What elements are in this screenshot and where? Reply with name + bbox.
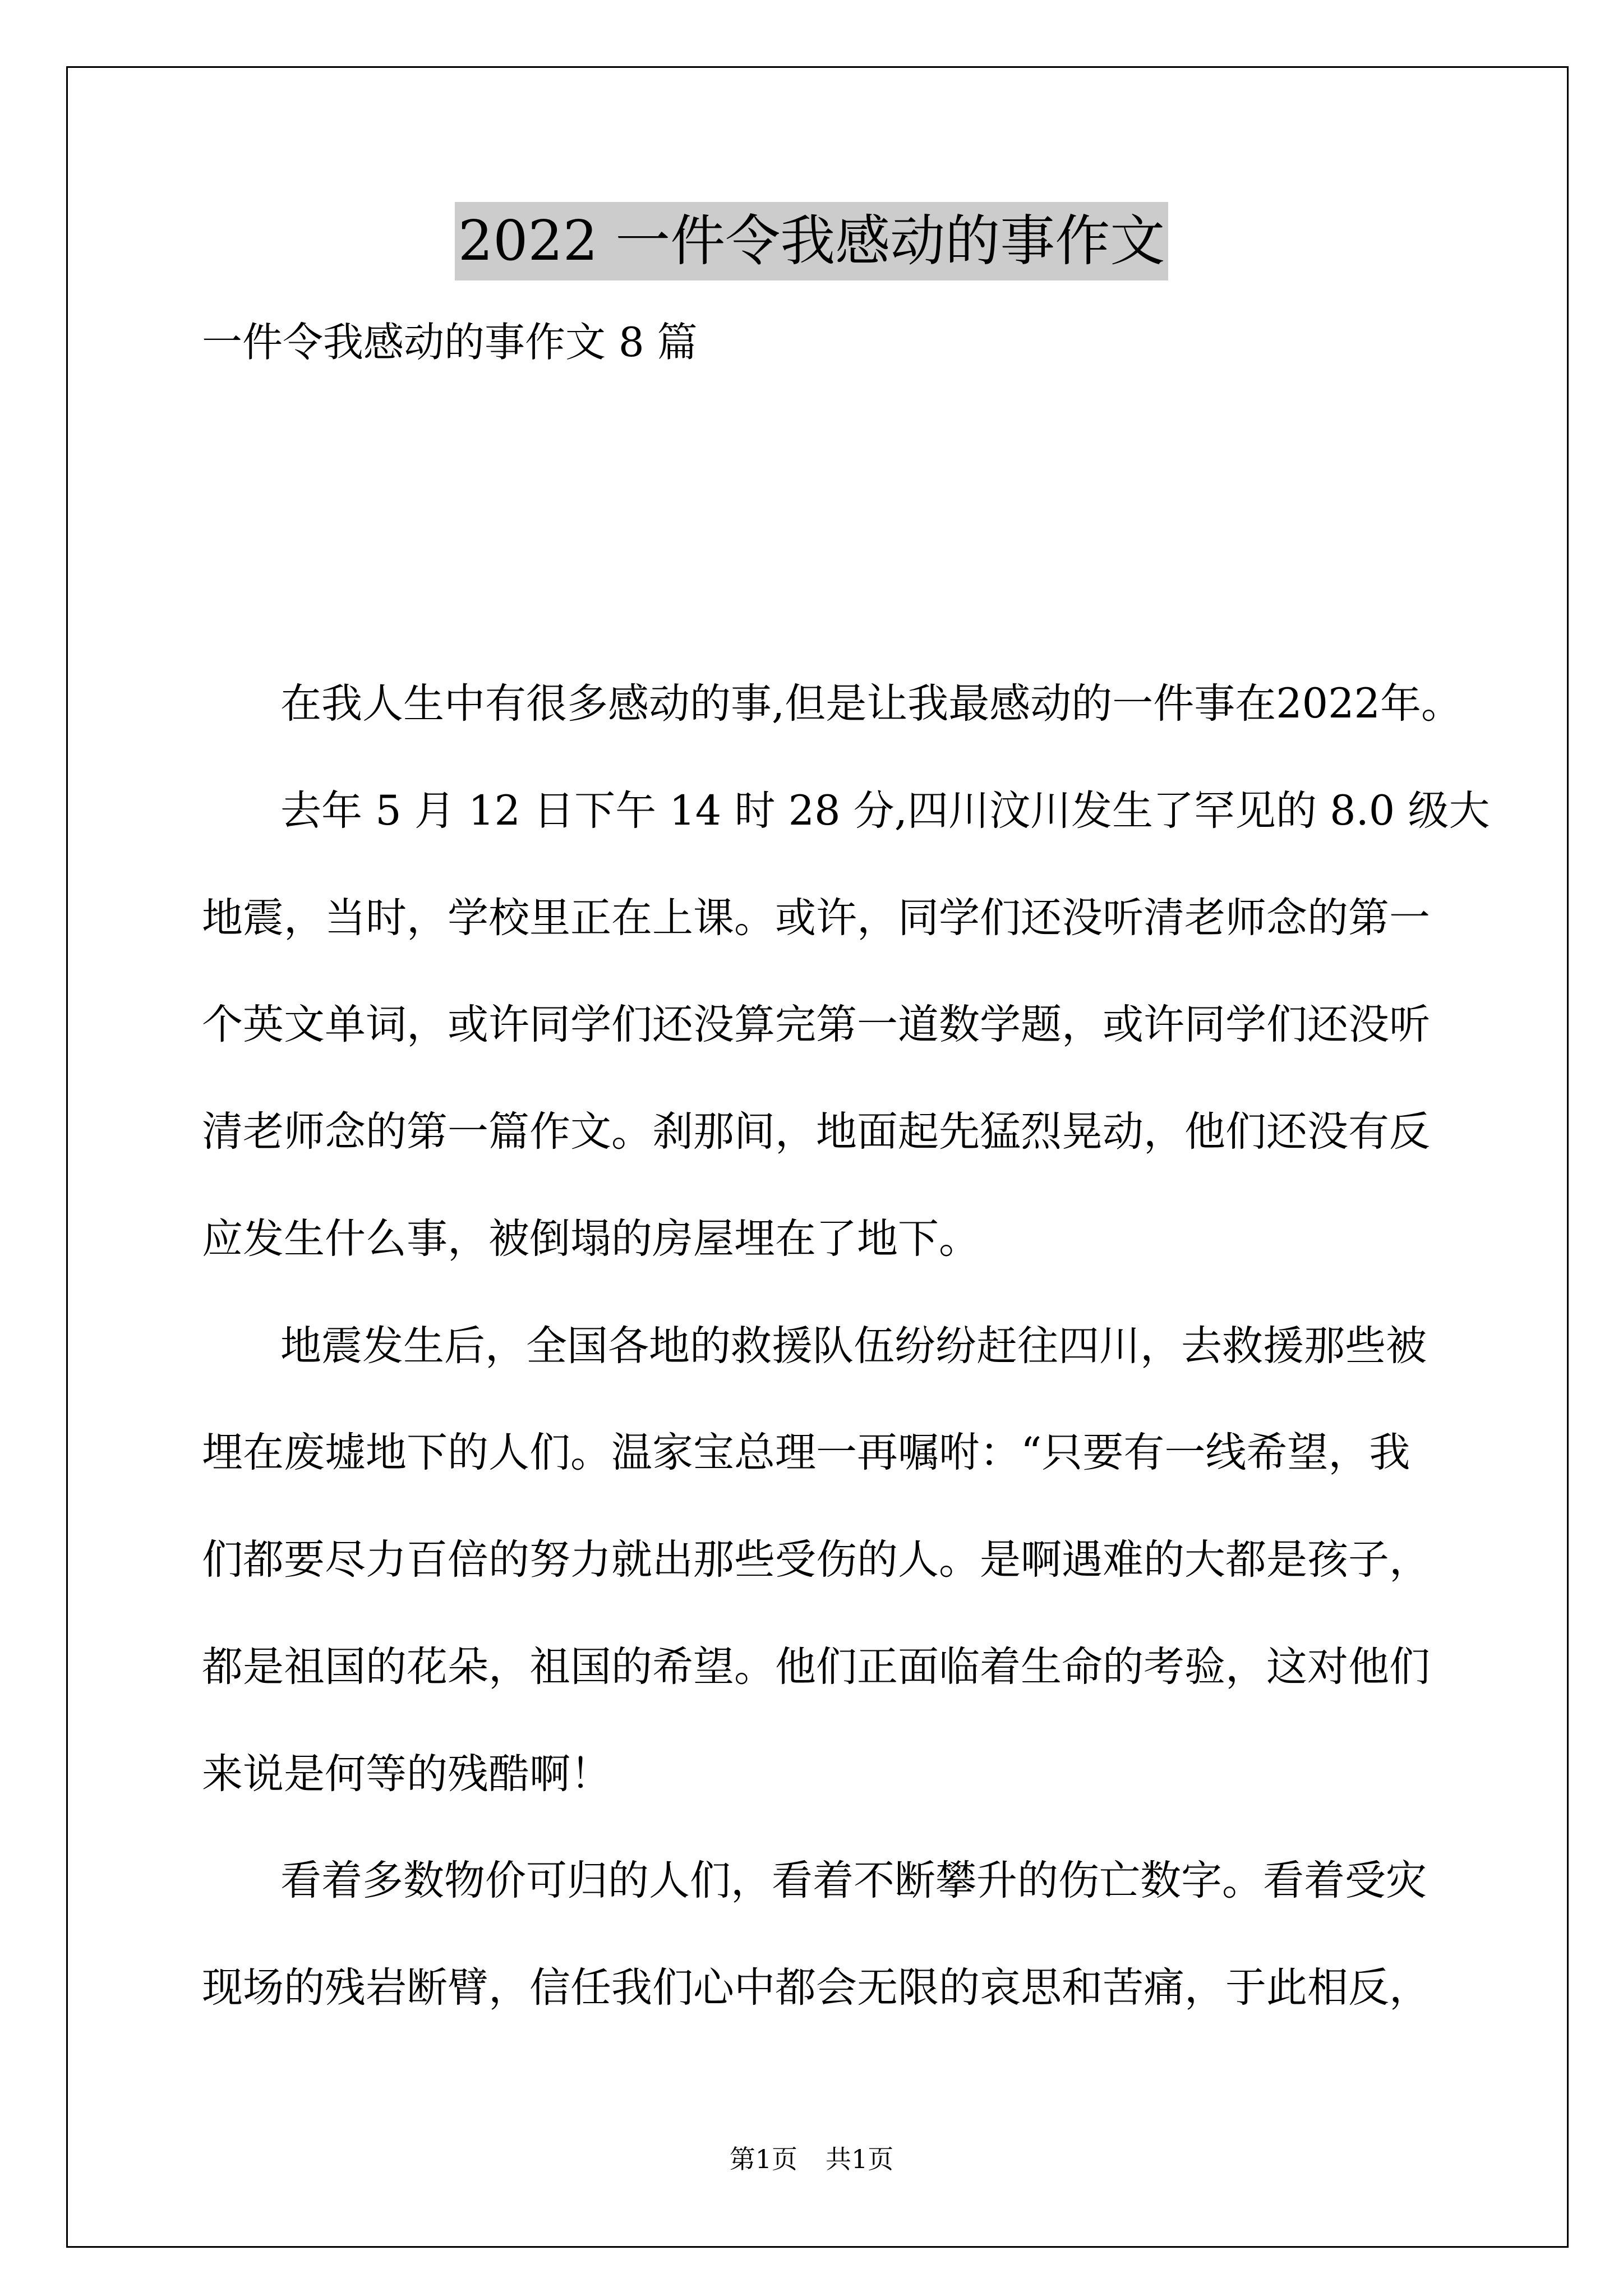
paragraph-line: 应发生什么事，被倒塌的房屋埋在了地下。 [202, 1214, 980, 1263]
document-body [202, 651, 1548, 2042]
paragraph-1 [202, 651, 1548, 758]
page-number: 第1页 [729, 2144, 797, 2174]
paragraph-line: 们都要尽力百倍的努力就出那些受伤的人。是啊遇难的大都是孩子， [202, 1536, 1430, 1584]
paragraph-line: 现场的残岩断臂，信任我们心中都会无限的哀思和苦痛，于此相反， [202, 1964, 1430, 2012]
paragraph-2 [202, 758, 1548, 1293]
paragraph-3 [202, 1293, 1548, 1828]
paragraph-line: 来说是何等的残酷啊！ [202, 1750, 611, 1798]
paragraph-line: 看着多数物价可归的人们，看着不断攀升的伤亡数字。看着受灾 [280, 1857, 1427, 1905]
paragraph-line: 地震，当时，学校里正在上课。或许，同学们还没听清老师念的第一 [202, 894, 1430, 942]
paragraph-line: 地震发生后，全国各地的救援队伍纷纷赶往四川，去救援那些被 [280, 1322, 1427, 1370]
paragraph-line: 清老师念的第一篇作文。刹那间，地面起先猛烈晃动，他们还没有反 [202, 1108, 1430, 1156]
paragraph-line: 在我人生中有很多感动的事,但是让我最感动的一件事在2022年。 [280, 680, 1462, 728]
document-title-text: 2022 一件令我感动的事作文 [455, 202, 1169, 280]
paragraph-line: 埋在废墟地下的人们。温家宝总理一再嘱咐：“只要有一线希望，我 [202, 1429, 1410, 1477]
paragraph-4 [202, 1828, 1548, 2042]
paragraph-line: 个英文单词，或许同学们还没算完第一道数学题，或许同学们还没听 [202, 1001, 1430, 1049]
document-title [0, 202, 1623, 280]
page-footer [0, 2142, 1623, 2176]
paragraph-line: 都是祖国的花朵，祖国的希望。他们正面临着生命的考验，这对他们 [202, 1642, 1430, 1691]
page-total: 共1页 [826, 2144, 894, 2174]
paragraph-line: 去年 5 月 12 日下午 14 时 28 分,四川汶川发生了罕见的 8.0 级大 [280, 786, 1490, 835]
document-subtitle: 一件令我感动的事作文 8 篇 [202, 319, 698, 366]
